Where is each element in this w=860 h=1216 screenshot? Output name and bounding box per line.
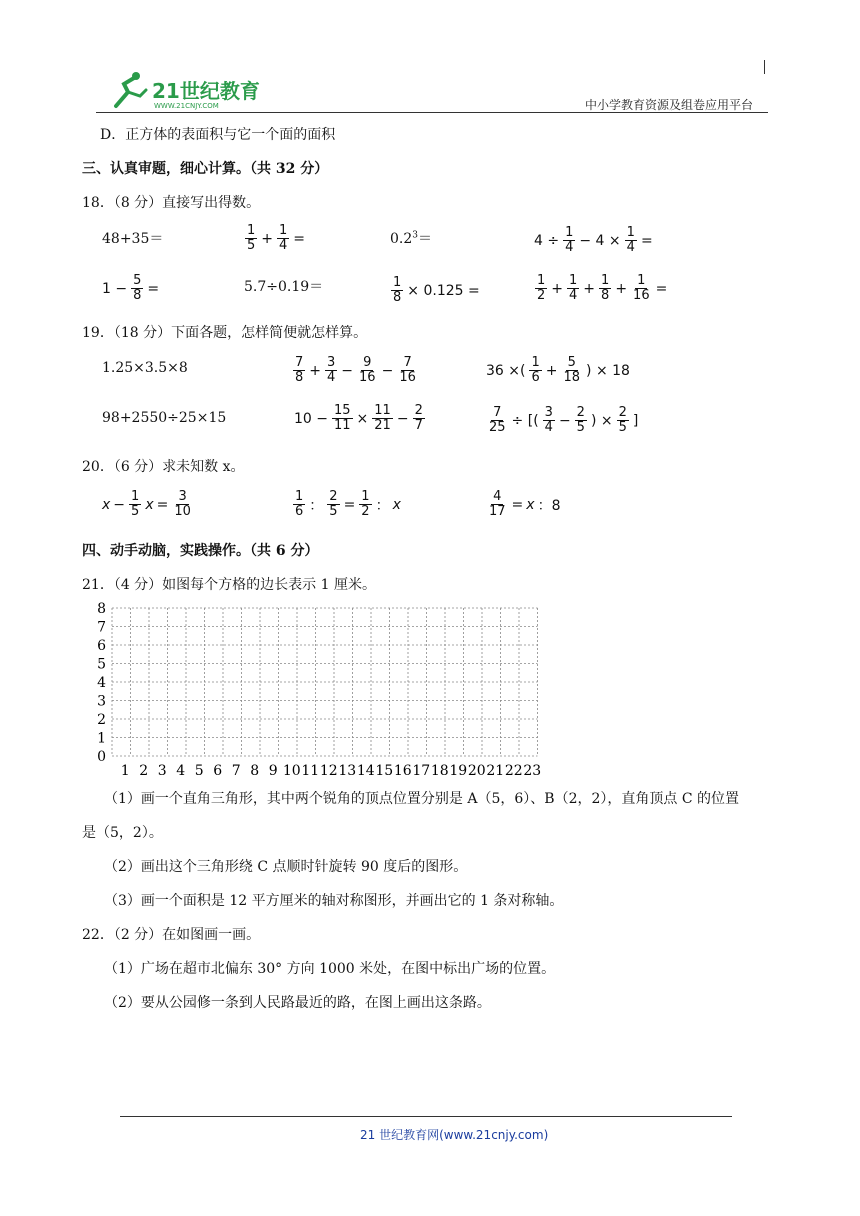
grid-x-label: 12 <box>319 763 338 778</box>
q20-c: $\frac{4}{17}$ = x ：8 <box>489 489 561 520</box>
grid-y-label: 2 <box>97 712 106 728</box>
grid-y-label: 4 <box>97 675 106 691</box>
q18-a: 48+35＝ <box>102 231 164 247</box>
q20-b: $\frac{1}{6}$ ： $\frac{2}{5}$ = $\frac{1}{2}$ ： x <box>295 489 401 520</box>
q18-e: 1 − $\frac{5}{8}$ = <box>102 273 160 304</box>
grid-x-label: 20 <box>467 763 486 778</box>
grid-x-label: 6 <box>213 763 223 778</box>
grid-x-label: 16 <box>393 763 412 778</box>
logo-sub: WWW.21CNJY.COM <box>154 102 219 110</box>
q19-c: 36 ×( $\frac{1}{6}$ + $\frac{5}{18}$ ) × 18 <box>486 355 630 386</box>
grid-x-label: 11 <box>301 763 320 778</box>
q18-d: 4 ÷ $\frac{1}{4}$ − 4 × $\frac{1}{4}$ = <box>534 225 653 256</box>
q19-e: 10 − $\frac{15}{11}$ × $\frac{11}{21}$ − $\frac{2}{7}$ <box>294 403 423 434</box>
q21-part1-a: （1）画一个直角三角形，其中两个锐角的顶点位置分别是 A（5，6）、B（2，2），直角顶点 C 的位置 <box>104 791 739 807</box>
grid-x-label: 21 <box>486 763 505 778</box>
section-4-heading: 四、动手动脑，实践操作。（共 6 分） <box>82 543 319 559</box>
site-logo <box>108 70 278 112</box>
grid-x-label: 22 <box>504 763 523 778</box>
q18-h: $\frac{1}{2}$ + $\frac{1}{4}$ + $\frac{1}{8}$ + $\frac{1}{16}$ = <box>537 273 668 304</box>
logo-text: 21世纪教育 <box>152 79 260 103</box>
footer-text: 21 世纪教育网(www.21cnjy.com) <box>360 1128 549 1142</box>
grid-y-label: 8 <box>97 601 106 617</box>
grid-x-label: 23 <box>523 763 542 778</box>
q18-c: $0.2^3=$ <box>390 230 432 247</box>
section-3-heading: 三、认真审题，细心计算。（共 32 分） <box>82 161 329 177</box>
question-22: 22．（2 分）在如图画一画。 <box>82 927 261 943</box>
header-rule <box>96 112 768 113</box>
grid-x-label: 9 <box>268 763 278 778</box>
header-right-text: 中小学教育资源及组卷应用平台 <box>585 98 754 112</box>
header-tick <box>764 60 765 74</box>
q18-g: $\frac{1}{8}$ × 0.125 = <box>393 275 480 306</box>
q21-part2: （2）画出这个三角形绕 C 点顺时针旋转 90 度后的图形。 <box>104 859 468 875</box>
grid-x-label: 13 <box>338 763 357 778</box>
footer-rule <box>120 1116 732 1117</box>
question-20: 20．（6 分）求未知数 x。 <box>82 459 245 475</box>
question-19: 19．（18 分）下面各题，怎样简便就怎样算。 <box>82 325 368 341</box>
q19-a: 1.25×3.5×8 <box>102 360 188 376</box>
option-d: D．正方体的表面积与它一个面的面积 <box>100 127 336 143</box>
grid-x-label: 2 <box>139 763 149 778</box>
grid-x-label: 14 <box>356 763 375 778</box>
q18-b: $\frac{1}{5}$ + $\frac{1}{4}$ = <box>247 223 306 254</box>
q19-d: 98+2550÷25×15 <box>102 410 227 426</box>
q21-part3: （3）画一个面积是 12 平方厘米的轴对称图形，并画出它的 1 条对称轴。 <box>104 893 564 909</box>
grid-y-label: 7 <box>97 619 106 636</box>
grid-y-label: 6 <box>97 638 106 654</box>
grid-x-label: 8 <box>250 763 260 778</box>
q22-part1: （1）广场在超市北偏东 30° 方向 1000 米处，在图中标出广场的位置。 <box>104 961 556 977</box>
grid-x-label: 17 <box>412 763 431 778</box>
grid-x-label: 5 <box>194 763 204 778</box>
q19-f: $\frac{7}{25}$ ÷ [( $\frac{3}{4}$ − $\frac{2}{5}$ ) × $\frac{2}{5}$ ] <box>489 405 639 436</box>
grid-y-label: 3 <box>97 693 106 710</box>
question-18: 18．（8 分）直接写出得数。 <box>82 195 261 211</box>
grid-x-label: 19 <box>449 763 468 778</box>
grid-y-label: 0 <box>97 749 106 765</box>
grid-y-label: 1 <box>97 730 106 747</box>
grid-x-label: 15 <box>375 763 394 778</box>
grid-x-label: 3 <box>157 763 167 778</box>
q22-part2: （2）要从公园修一条到人民路最近的路，在图上画出这条路。 <box>104 995 491 1011</box>
grid-x-label: 4 <box>176 763 186 778</box>
grid-x-label: 1 <box>120 763 130 778</box>
grid-y-label: 5 <box>97 656 106 673</box>
q19-b: $\frac{7}{8}$ + $\frac{3}{4}$ − $\frac{9}{16}$ − $\frac{7}{16}$ <box>295 355 416 386</box>
grid-x-label: 7 <box>231 763 241 778</box>
coordinate-grid <box>92 598 562 778</box>
question-21: 21．（4 分）如图每个方格的边长表示 1 厘米。 <box>82 577 376 593</box>
grid-x-label: 18 <box>430 763 449 778</box>
q21-part1-b: 是（5，2）。 <box>82 825 163 841</box>
grid-x-label: 10 <box>282 763 301 778</box>
q20-a: x − $\frac{1}{5}$ x = $\frac{3}{10}$ <box>102 489 191 520</box>
q18-f: 5.7÷0.19＝ <box>244 279 324 295</box>
